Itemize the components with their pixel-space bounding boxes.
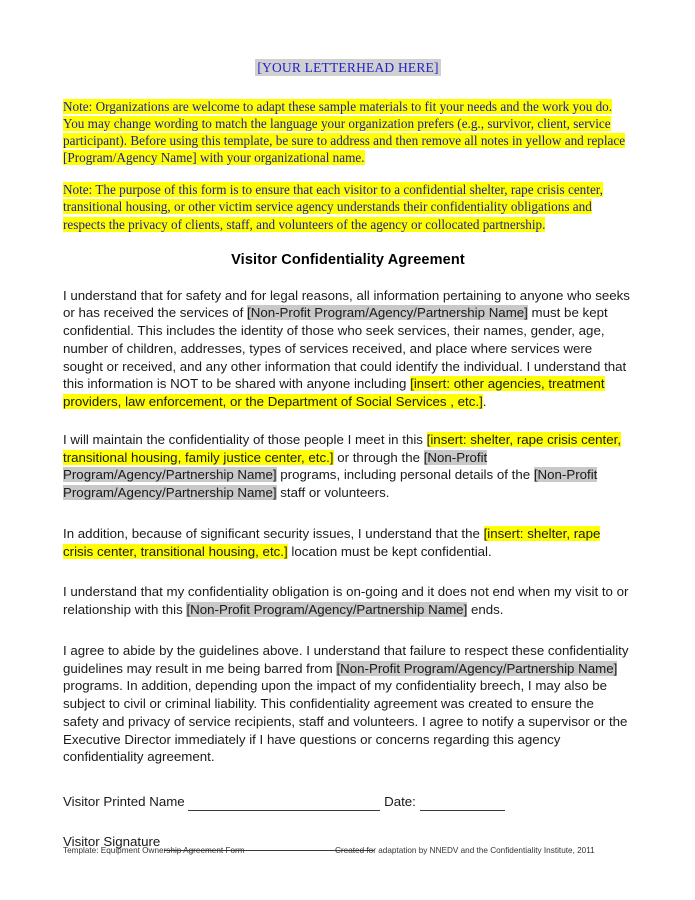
p1-org-placeholder-gray: [Non-Profit Program/Agency/Partnership Name] [247,305,528,321]
body-paragraph-3 [63,525,633,561]
footer-credit-label: Created for adaptation by NNEDV and the Confidentiality Institute, 2011 [335,846,595,855]
printed-name-label: Visitor Printed Name [63,794,189,810]
body-paragraph-4 [63,583,633,619]
printed-name-input-line[interactable] [188,799,380,811]
note-1-highlight-text: Note: Organizations are welcome to adapt these sample materials to fit your needs and the work you do. You may change wording to match the language your organization prefers (e.g., survivor, client, service participant). Before using this template, be sure to address and then remove all notes in yellow and replace [Program/Agency Name] with your organizational name. [63,98,626,166]
note-paragraph-1 [63,98,633,167]
p2-segment-7: staff or volunteers. [276,485,390,501]
letterhead-placeholder: [YOUR LETTERHEAD HERE] [257,60,439,75]
date-input-line[interactable] [420,799,505,811]
p1-insert-placeholder-yellow: [insert: other agencies, treatment providers, law enforcement, or the Department of Social Services , etc.] [63,376,605,410]
p1-segment-5: . [482,394,487,410]
p2-segment-5: programs, including personal details of the [276,467,534,483]
p2-insert-placeholder-yellow: [insert: shelter, rape crisis center, transitional housing, family justice center, etc.] [63,431,622,465]
p4-segment-3: ends. [467,602,504,618]
body-paragraph-1 [63,287,633,411]
p4-segment-1: I understand that my confidentiality obligation is on-going and it does not end when my visit to or relationship with this [63,584,629,618]
letterhead-row [63,0,633,78]
document-content [63,0,633,851]
p5-segment-1: I agree to abide by the guidelines above. I understand that failure to respect these confidentiality guidelines may result in me being barred from [63,642,629,676]
p1-segment-3: must be kept confidential. This includes the identity of those who seek services, their names, gender, age, number of children, addresses, types of services received, and place where services were sought or received, and any other information that could identify the individual. I understand that this information is NOT to be shared with anyone including [63,305,627,392]
p2-org-placeholder-gray-2: [Non-Profit Program/Agency/Partnership Name] [63,467,598,501]
signature-block [63,793,633,851]
p2-segment-3: or through the [333,449,424,465]
note-paragraph-2 [63,181,633,232]
p3-insert-placeholder-yellow: [insert: shelter, rape crisis center, transitional housing, etc.] [63,525,601,559]
footer-template-label: Template: Equipment Ownership Agreement Form [63,846,245,855]
p1-segment-1: I understand that for safety and for legal reasons, all information pertaining to anyone who seeks or has received the services of [63,287,630,321]
date-label: Date: [380,794,420,810]
note-2-highlight-text: Note: The purpose of this form is to ensure that each visitor to a confidential shelter, rape crisis center, transitional housing, or other victim service agency understands their confidentiality obligations and respects the privacy of clients, staff, and volunteers of the agency or collocated partnership. [63,182,603,232]
printed-name-row [63,793,633,811]
p5-segment-3: programs. In addition, depending upon the impact of my confidentiality breech, I may also be subject to civil or criminal liability. This confidentiality agreement was created to ensure the safety and privacy of service recipients, staff and volunteers. I agree to notify a supervisor or the Executive Director immediately if I have questions or concerns regarding this agency confidentiality agreement. [63,678,628,765]
p3-segment-1: In addition, because of significant security issues, I understand that the [63,525,484,541]
p2-org-placeholder-gray-1: [Non-Profit Program/Agency/Partnership Name] [63,449,488,483]
p5-org-placeholder-gray: [Non-Profit Program/Agency/Partnership Name] [336,660,618,676]
signature-label: Visitor Signature [63,834,165,850]
p4-org-placeholder-gray: [Non-Profit Program/Agency/Partnership Name] [186,602,468,618]
body-paragraph-2 [63,431,633,502]
body-paragraph-5 [63,642,633,766]
page-title: Visitor Confidentiality Agreement [231,251,465,268]
p2-segment-1: I will maintain the confidentiality of those people I meet in this [63,431,427,447]
p3-segment-3: location must be kept confidential. [287,543,492,559]
